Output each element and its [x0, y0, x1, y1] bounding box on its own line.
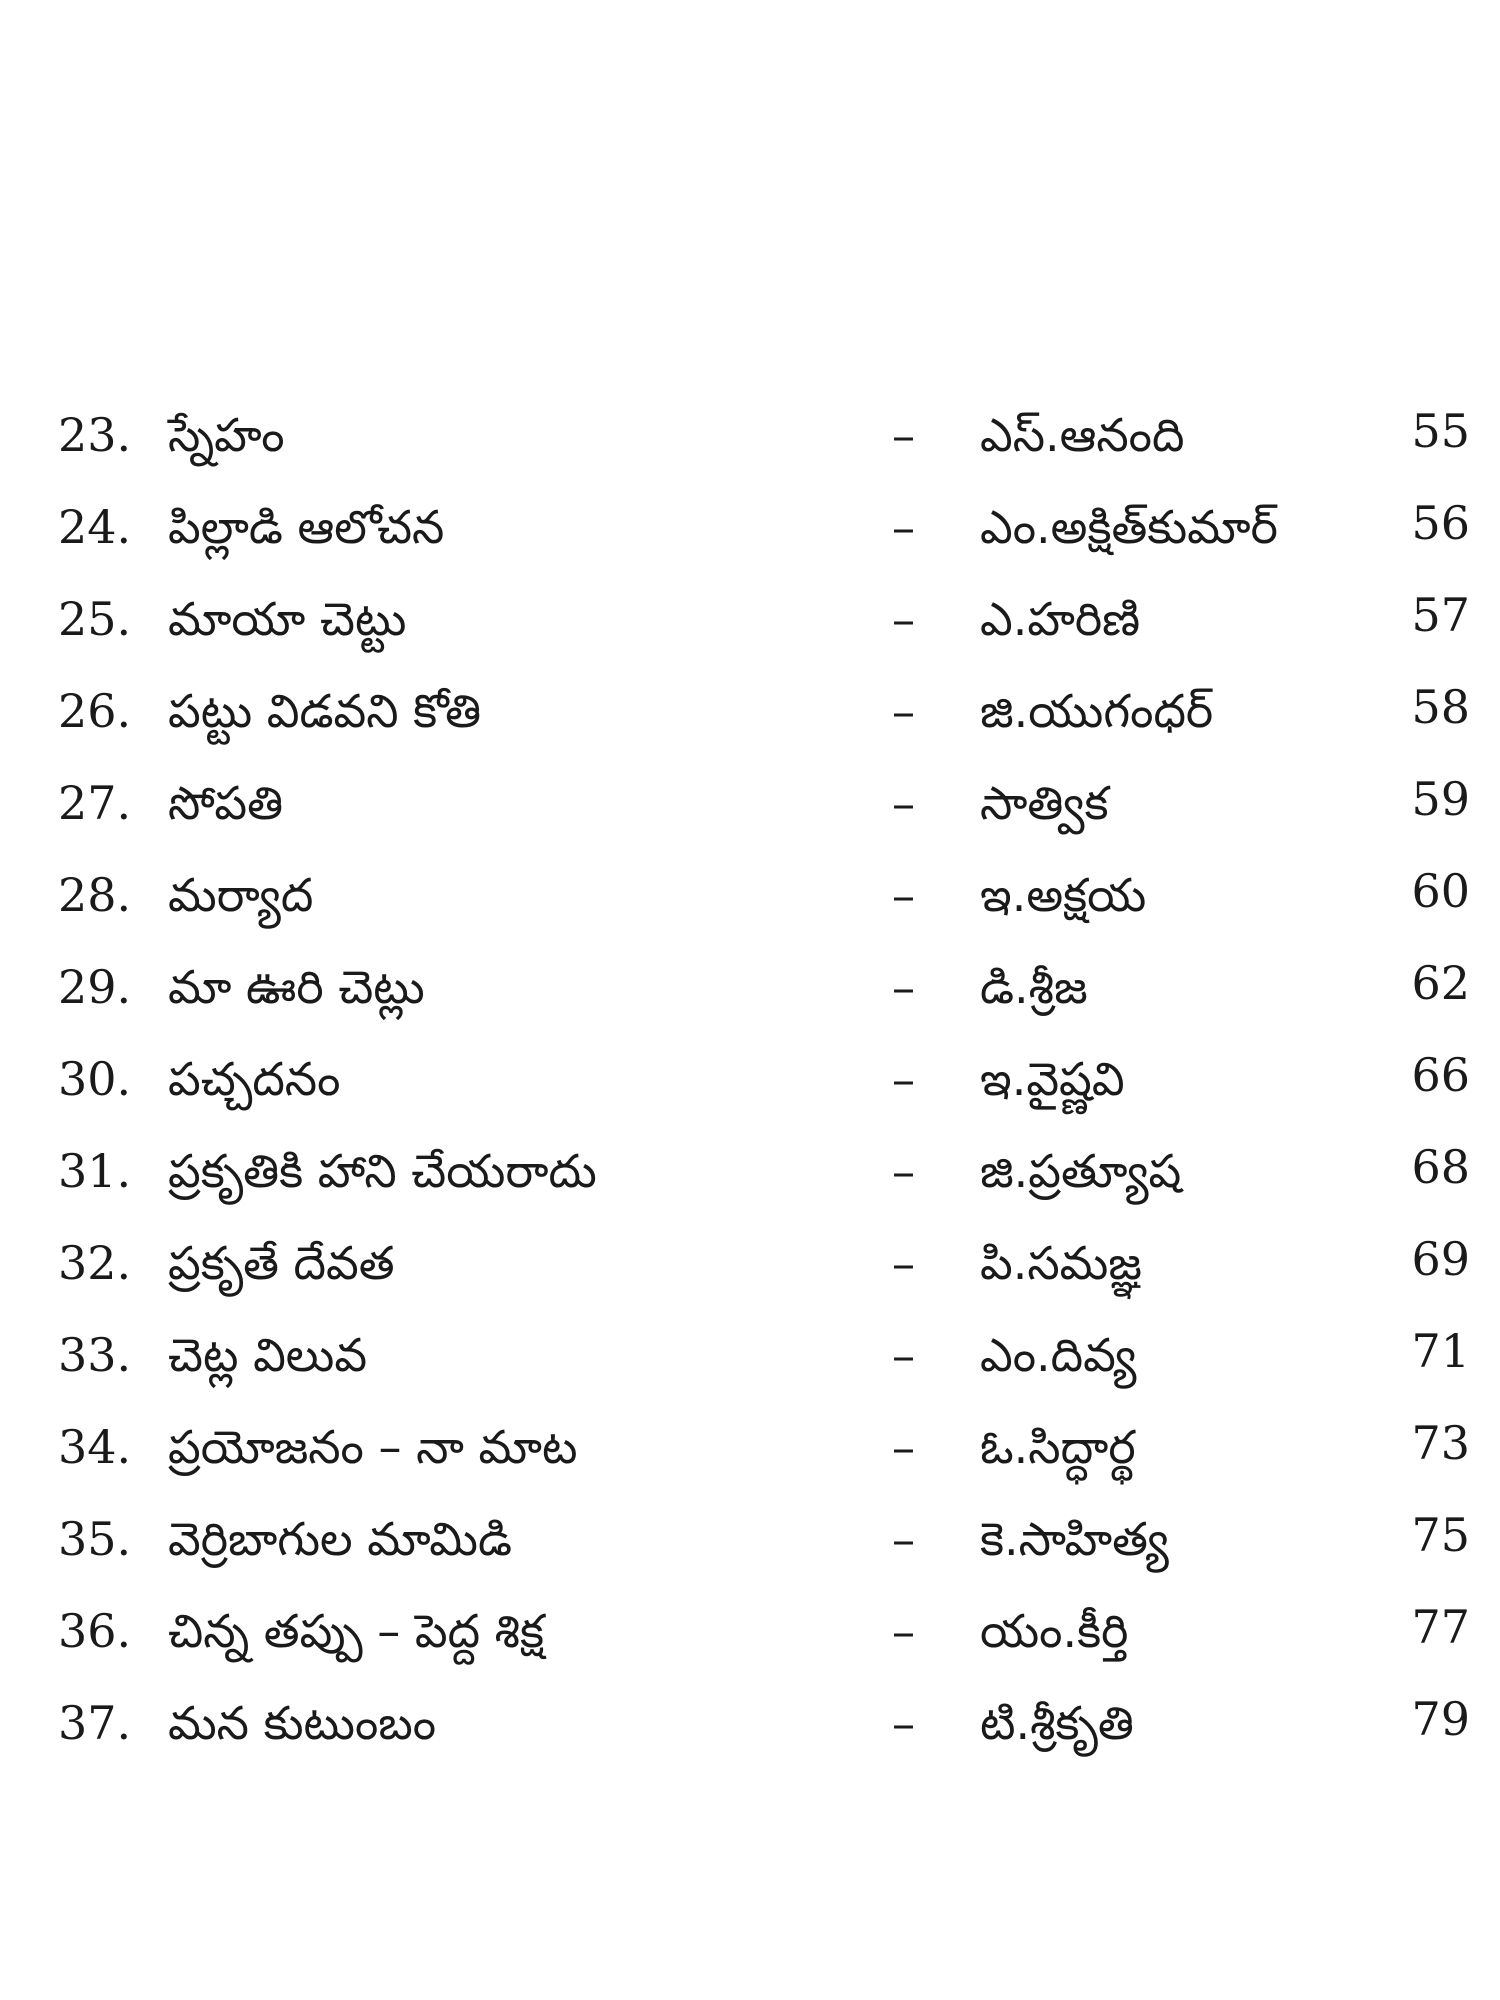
entry-title: మర్యాద: [168, 868, 314, 922]
entry-title: సోపతి: [168, 776, 284, 830]
entry-author: ఇ.వైష్ణవి: [980, 1052, 1125, 1106]
entry-author: పి.సమజ్ఞ: [980, 1236, 1142, 1290]
entry-title: చిన్న తప్పు – పెద్ద శిక్ష: [168, 1604, 544, 1658]
entry-page-number: 69: [1411, 1232, 1470, 1286]
toc-entry: [0, 1223, 1500, 1303]
toc-entry: [0, 487, 1500, 567]
entry-dash: –: [892, 592, 915, 646]
toc-entry: [0, 395, 1500, 475]
toc-entry: [0, 1131, 1500, 1211]
entry-author: ఓ.సిద్ధార్థ: [980, 1420, 1136, 1474]
entry-page-number: 73: [1411, 1416, 1470, 1470]
entry-dash: –: [892, 1328, 915, 1382]
entry-dash: –: [892, 960, 915, 1014]
entry-author: కె.సాహిత్య: [980, 1512, 1169, 1566]
entry-dash: –: [892, 868, 915, 922]
toc-entry: [0, 579, 1500, 659]
toc-entry: [0, 763, 1500, 843]
toc-entry: [0, 855, 1500, 935]
entry-page-number: 55: [1411, 404, 1470, 458]
entry-author: టి.శ్రీకృతి: [980, 1696, 1134, 1750]
entry-dash: –: [892, 776, 915, 830]
entry-title: వెర్రిబాగుల మామిడి: [168, 1512, 512, 1566]
entry-number: 31.: [58, 1144, 132, 1198]
entry-page-number: 62: [1411, 956, 1470, 1010]
entry-title: పట్టు విడవని కోతి: [168, 684, 482, 738]
entry-author: ఎ.హరిణి: [980, 592, 1141, 646]
entry-page-number: 60: [1411, 864, 1470, 918]
entry-number: 30.: [58, 1052, 132, 1106]
entry-page-number: 75: [1411, 1508, 1470, 1562]
entry-number: 23.: [58, 408, 132, 462]
entry-page-number: 56: [1411, 496, 1470, 550]
entry-title: స్నేహం: [168, 408, 285, 462]
entry-title: పిల్లాడి ఆలోచన: [168, 500, 445, 554]
entry-dash: –: [892, 1236, 915, 1290]
entry-title: చెట్ల విలువ: [168, 1328, 368, 1382]
entry-number: 25.: [58, 592, 132, 646]
entry-author: ఇ.అక్షయ: [980, 868, 1147, 922]
entry-author: జి.ప్రత్యూష: [980, 1144, 1182, 1198]
entry-author: డి.శ్రీజ: [980, 960, 1088, 1014]
entry-dash: –: [892, 1604, 915, 1658]
entry-number: 34.: [58, 1420, 132, 1474]
entry-author: ఎం.దివ్య: [980, 1328, 1137, 1382]
toc-entry: [0, 947, 1500, 1027]
entry-dash: –: [892, 500, 915, 554]
entry-title: మాయా చెట్టు: [168, 592, 407, 646]
entry-number: 33.: [58, 1328, 132, 1382]
toc-entry: [0, 1499, 1500, 1579]
entry-dash: –: [892, 1696, 915, 1750]
toc-entry: [0, 671, 1500, 751]
entry-author: ఎస్.ఆనంది: [980, 408, 1185, 462]
toc-entry: [0, 1407, 1500, 1487]
entry-number: 27.: [58, 776, 132, 830]
entry-number: 28.: [58, 868, 132, 922]
toc-entry: [0, 1315, 1500, 1395]
entry-dash: –: [892, 1512, 915, 1566]
entry-page-number: 77: [1411, 1600, 1470, 1654]
toc-entry: [0, 1683, 1500, 1763]
entry-dash: –: [892, 408, 915, 462]
toc-entry: [0, 1039, 1500, 1119]
entry-page-number: 66: [1411, 1048, 1470, 1102]
entry-dash: –: [892, 1420, 915, 1474]
entry-title: మన కుటుంబం: [168, 1696, 437, 1750]
entry-title: ప్రకృతే దేవత: [168, 1236, 395, 1290]
entry-page-number: 59: [1411, 772, 1470, 826]
entry-number: 32.: [58, 1236, 132, 1290]
entry-number: 29.: [58, 960, 132, 1014]
entry-title: పచ్చదనం: [168, 1052, 341, 1106]
entry-page-number: 71: [1411, 1324, 1470, 1378]
entry-page-number: 57: [1411, 588, 1470, 642]
entry-page-number: 79: [1411, 1692, 1470, 1746]
entry-title: ప్రకృతికి హాని చేయరాదు: [168, 1144, 597, 1198]
entry-author: సాత్విక: [980, 776, 1109, 830]
entry-dash: –: [892, 684, 915, 738]
entry-number: 35.: [58, 1512, 132, 1566]
entry-number: 24.: [58, 500, 132, 554]
entry-author: ఎం.అక్షిత్‌కుమార్: [980, 500, 1278, 554]
entry-dash: –: [892, 1144, 915, 1198]
entry-dash: –: [892, 1052, 915, 1106]
toc-entry: [0, 1591, 1500, 1671]
entry-page-number: 58: [1411, 680, 1470, 734]
entry-page-number: 68: [1411, 1140, 1470, 1194]
entry-author: యం.కీర్తి: [980, 1604, 1129, 1658]
entry-number: 26.: [58, 684, 132, 738]
entry-number: 36.: [58, 1604, 132, 1658]
entry-title: ప్రయోజనం – నా మాట: [168, 1420, 578, 1474]
entry-author: జి.యుగంధర్: [980, 684, 1214, 738]
entry-title: మా ఊరి చెట్లు: [168, 960, 425, 1014]
entry-number: 37.: [58, 1696, 132, 1750]
